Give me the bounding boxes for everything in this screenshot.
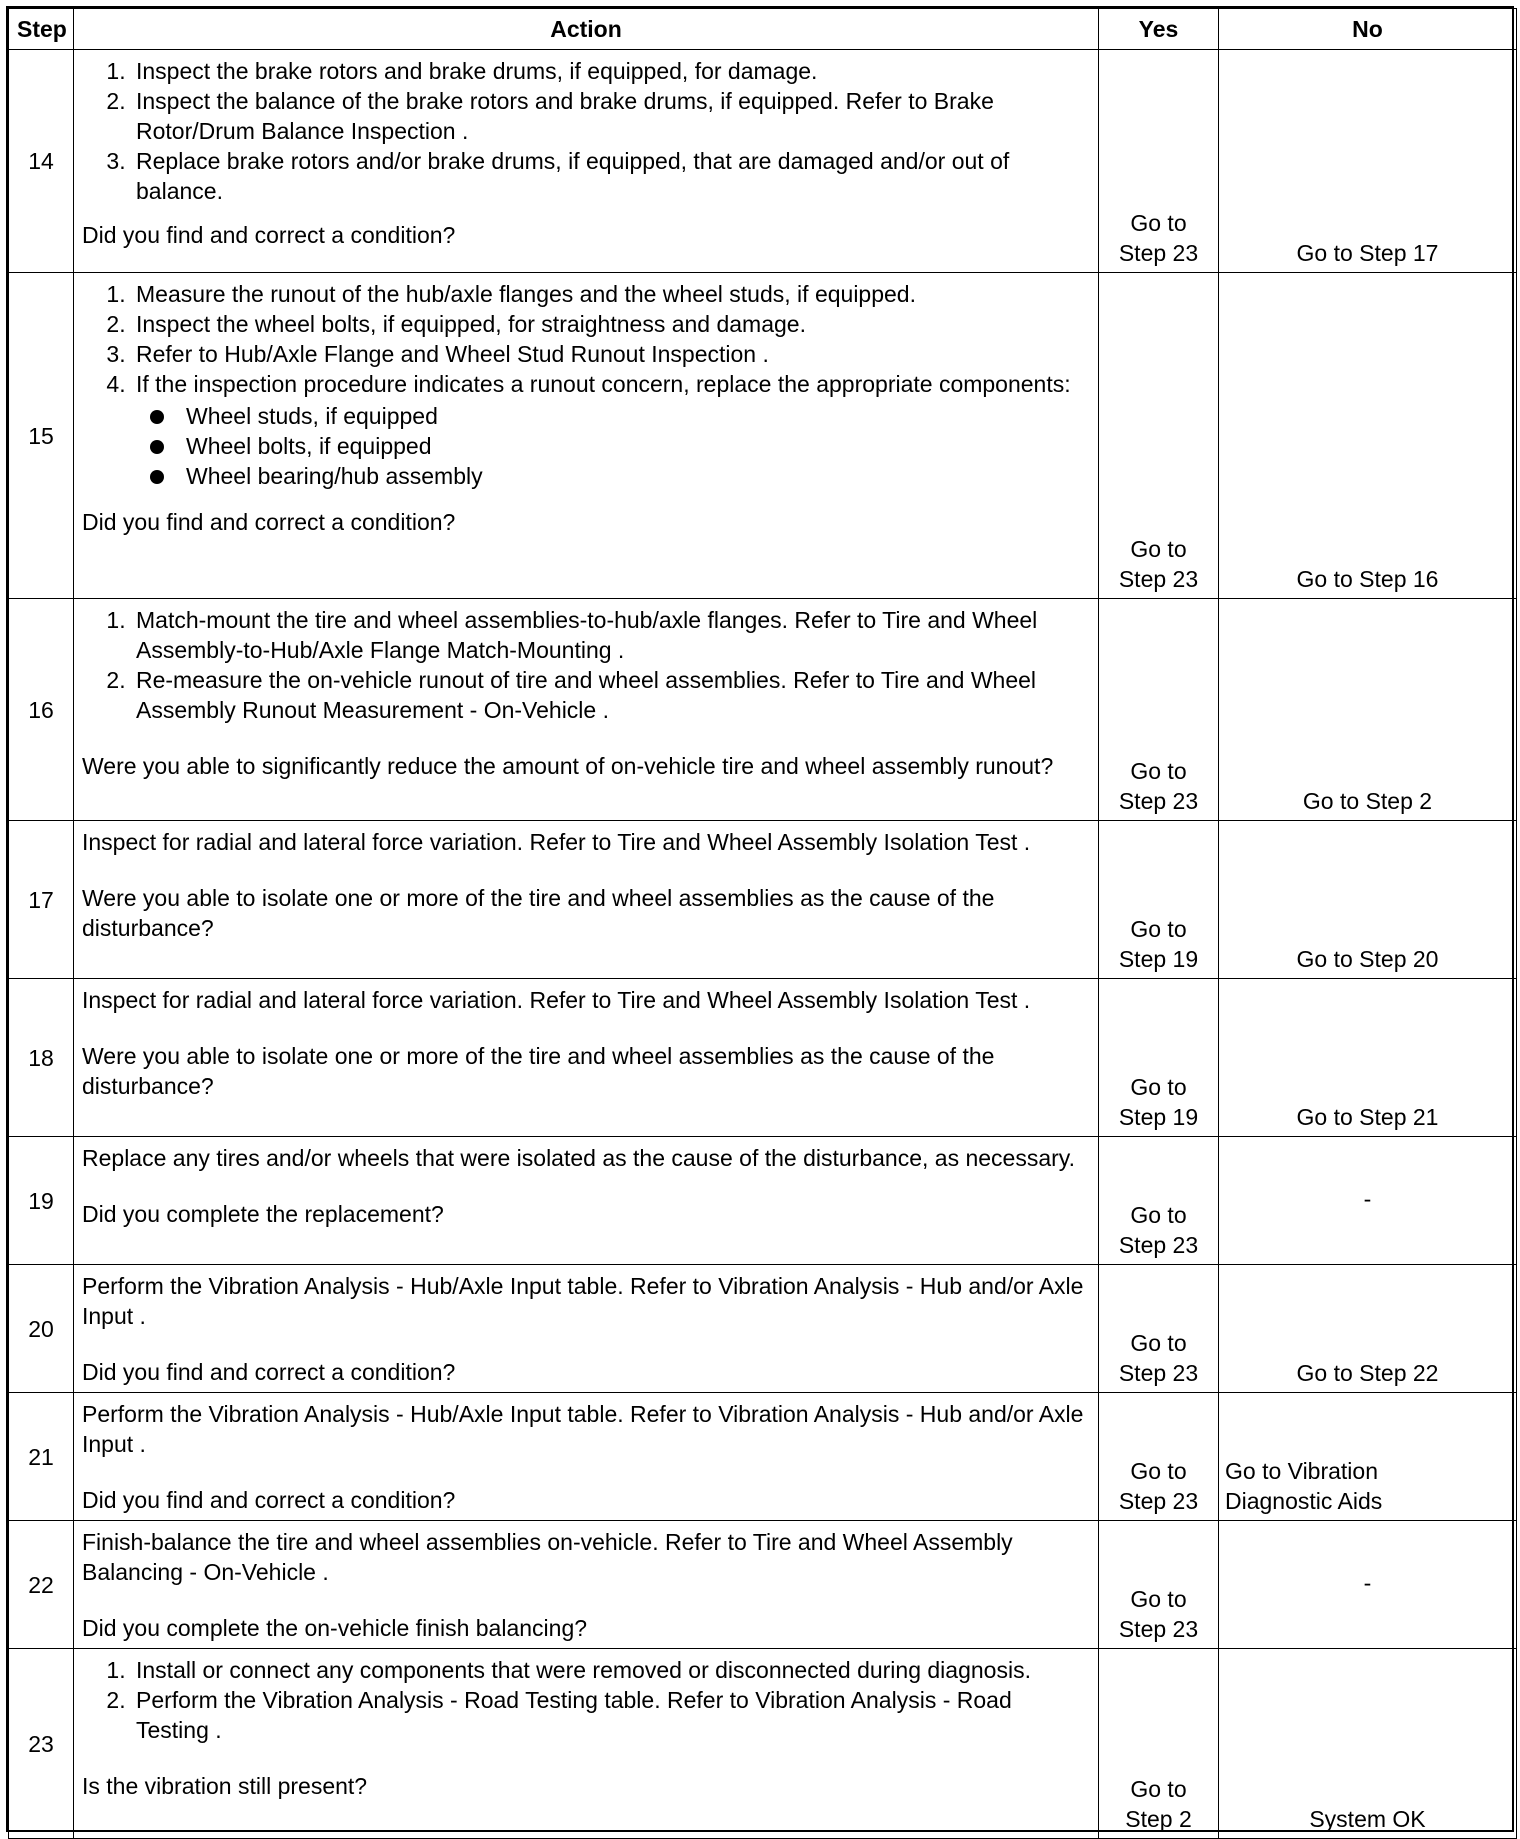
- table-row: [9, 821, 1517, 979]
- action-list: [82, 1655, 1090, 1745]
- question-text: Did you find and correct a condition?: [82, 1487, 456, 1513]
- yes-line: Step 19: [1118, 946, 1199, 972]
- bullet-dot-icon: [150, 470, 164, 484]
- action-cell: [74, 1137, 1099, 1265]
- yes-cell: [1099, 1393, 1219, 1521]
- header-row: [9, 9, 1517, 50]
- yes-line: Step 23: [1118, 1488, 1199, 1514]
- header-step: Step: [9, 9, 74, 50]
- diagnostic-table: [8, 8, 1517, 1839]
- yes-line: Step 23: [1118, 1616, 1199, 1642]
- no-cell: Go to Step 22: [1219, 1265, 1517, 1393]
- step-number: 23: [9, 1649, 74, 1839]
- question-text: Did you complete the on-vehicle finish balancing?: [82, 1615, 588, 1641]
- bullet-item: [180, 431, 1090, 461]
- action-list-item: 1. Match-mount the tire and wheel assemblies-to-hub/axle flanges. Refer to Tire and Wheel Assembly-to-Hub/Axle Flange Match-Mounting .: [132, 605, 1090, 665]
- step-number: 20: [9, 1265, 74, 1393]
- header-action: Action: [74, 9, 1099, 50]
- yes-line: Go to: [1130, 758, 1187, 784]
- action-list-item: 3. Replace brake rotors and/or brake drums, if equipped, that are damaged and/or out of balance.: [132, 146, 1090, 206]
- no-cell: Go to Step 20: [1219, 821, 1517, 979]
- step-number: 15: [9, 273, 74, 599]
- question-text: Did you find and correct a condition?: [82, 222, 456, 248]
- action-list-item: [132, 369, 1090, 491]
- no-cell: Go to Step 17: [1219, 50, 1517, 273]
- action-cell: [74, 273, 1099, 599]
- action-text: Inspect for radial and lateral force variation. Refer to Tire and Wheel Assembly Isolation Test .: [82, 829, 1031, 855]
- question-text: Did you find and correct a condition?: [82, 1359, 456, 1385]
- action-cell: [74, 1393, 1099, 1521]
- action-text: Perform the Vibration Analysis - Hub/Axle Input table. Refer to Vibration Analysis - Hub and/or Axle Input .: [82, 1273, 1084, 1329]
- diagnostic-table-sheet: [6, 6, 1514, 1832]
- bullet-text: Wheel bolts, if equipped: [186, 433, 432, 459]
- yes-line: Go to: [1130, 1202, 1187, 1228]
- yes-line: Go to: [1130, 1586, 1187, 1612]
- yes-cell: [1099, 1265, 1219, 1393]
- bullet-item: [180, 401, 1090, 431]
- step-number: 17: [9, 821, 74, 979]
- bullet-text: Wheel studs, if equipped: [186, 403, 438, 429]
- action-cell: [74, 1265, 1099, 1393]
- bullet-item: [180, 461, 1090, 491]
- action-cell: [74, 1521, 1099, 1649]
- question-text: Were you able to significantly reduce the amount of on-vehicle tire and wheel assembly runout?: [82, 753, 1054, 779]
- table-row: [9, 273, 1517, 599]
- no-cell: Go to Vibration Diagnostic Aids: [1219, 1393, 1517, 1521]
- step-number: 22: [9, 1521, 74, 1649]
- bullet-dot-icon: [150, 440, 164, 454]
- action-list-item: 2. Perform the Vibration Analysis - Road Testing table. Refer to Vibration Analysis - Road Testing .: [132, 1685, 1090, 1745]
- action-list-item: 3. Refer to Hub/Axle Flange and Wheel Stud Runout Inspection .: [132, 339, 1090, 369]
- no-cell: Go to Step 2: [1219, 599, 1517, 821]
- yes-cell: [1099, 1521, 1219, 1649]
- step-number: 14: [9, 50, 74, 273]
- yes-line: Go to: [1130, 210, 1187, 236]
- action-list: [82, 279, 1090, 491]
- question-text: Were you able to isolate one or more of the tire and wheel assemblies as the cause of the disturbance?: [82, 1043, 995, 1099]
- header-yes: Yes: [1099, 9, 1219, 50]
- step-number: 18: [9, 979, 74, 1137]
- yes-cell: [1099, 1137, 1219, 1265]
- action-text: Replace any tires and/or wheels that were isolated as the cause of the disturbance, as necessary.: [82, 1145, 1075, 1171]
- bullet-list: [136, 401, 1090, 491]
- action-cell: [74, 821, 1099, 979]
- action-list-item-text: If the inspection procedure indicates a runout concern, replace the appropriate components:: [136, 371, 1071, 397]
- question-text: Did you find and correct a condition?: [82, 509, 456, 535]
- action-text: Inspect for radial and lateral force variation. Refer to Tire and Wheel Assembly Isolation Test .: [82, 987, 1031, 1013]
- table-row: [9, 599, 1517, 821]
- yes-cell: [1099, 979, 1219, 1137]
- question-text: Were you able to isolate one or more of the tire and wheel assemblies as the cause of the disturbance?: [82, 885, 995, 941]
- yes-line: Step 2: [1125, 1806, 1192, 1832]
- bullet-text: Wheel bearing/hub assembly: [186, 463, 483, 489]
- action-list-item: 2. Inspect the wheel bolts, if equipped, for straightness and damage.: [132, 309, 1090, 339]
- no-cell: Go to Step 21: [1219, 979, 1517, 1137]
- step-number: 19: [9, 1137, 74, 1265]
- table-row: [9, 1521, 1517, 1649]
- action-list: [82, 56, 1090, 206]
- action-text: Perform the Vibration Analysis - Hub/Axle Input table. Refer to Vibration Analysis - Hub and/or Axle Input .: [82, 1401, 1084, 1457]
- table-row: [9, 1649, 1517, 1839]
- action-list: [82, 605, 1090, 725]
- action-cell: [74, 979, 1099, 1137]
- yes-line: Step 19: [1118, 1104, 1199, 1130]
- question-text: Is the vibration still present?: [82, 1773, 368, 1799]
- bullet-dot-icon: [150, 410, 164, 424]
- yes-cell: [1099, 273, 1219, 599]
- yes-line: Step 23: [1118, 788, 1199, 814]
- no-cell: System OK: [1219, 1649, 1517, 1839]
- yes-cell: [1099, 821, 1219, 979]
- action-cell: [74, 599, 1099, 821]
- yes-line: Go to: [1130, 1458, 1187, 1484]
- table-row: [9, 1393, 1517, 1521]
- step-number: 16: [9, 599, 74, 821]
- yes-line: Go to: [1130, 1074, 1187, 1100]
- action-list-item: 1. Inspect the brake rotors and brake drums, if equipped, for damage.: [132, 56, 1090, 86]
- no-cell: -: [1219, 1137, 1517, 1265]
- table-row: [9, 1265, 1517, 1393]
- action-list-item: 1. Install or connect any components that were removed or disconnected during diagnosis.: [132, 1655, 1090, 1685]
- action-list-item: 2. Re-measure the on-vehicle runout of tire and wheel assemblies. Refer to Tire and Wheel Assembly Runout Measurement - On-Vehicle .: [132, 665, 1090, 725]
- action-cell: [74, 1649, 1099, 1839]
- question-text: Did you complete the replacement?: [82, 1201, 444, 1227]
- table-row: [9, 50, 1517, 273]
- action-text: Finish-balance the tire and wheel assemblies on-vehicle. Refer to Tire and Wheel Assembly Balancing - On-Vehicle .: [82, 1529, 1013, 1585]
- yes-line: Step 23: [1118, 1360, 1199, 1386]
- yes-line: Go to: [1130, 1776, 1187, 1802]
- action-list-item: 1. Measure the runout of the hub/axle flanges and the wheel studs, if equipped.: [132, 279, 1090, 309]
- no-cell: Go to Step 16: [1219, 273, 1517, 599]
- action-list-item: 2. Inspect the balance of the brake rotors and brake drums, if equipped. Refer to Brake Rotor/Drum Balance Inspection .: [132, 86, 1090, 146]
- yes-line: Step 23: [1118, 1232, 1199, 1258]
- no-cell: -: [1219, 1521, 1517, 1649]
- table-row: [9, 1137, 1517, 1265]
- header-no: No: [1219, 9, 1517, 50]
- table-row: [9, 979, 1517, 1137]
- yes-cell: [1099, 1649, 1219, 1839]
- yes-line: Step 23: [1118, 566, 1199, 592]
- yes-line: Go to: [1130, 1330, 1187, 1356]
- action-cell: [74, 50, 1099, 273]
- yes-cell: [1099, 599, 1219, 821]
- yes-line: Go to: [1130, 916, 1187, 942]
- yes-line: Go to: [1130, 536, 1187, 562]
- yes-line: Step 23: [1118, 240, 1199, 266]
- yes-cell: [1099, 50, 1219, 273]
- step-number: 21: [9, 1393, 74, 1521]
